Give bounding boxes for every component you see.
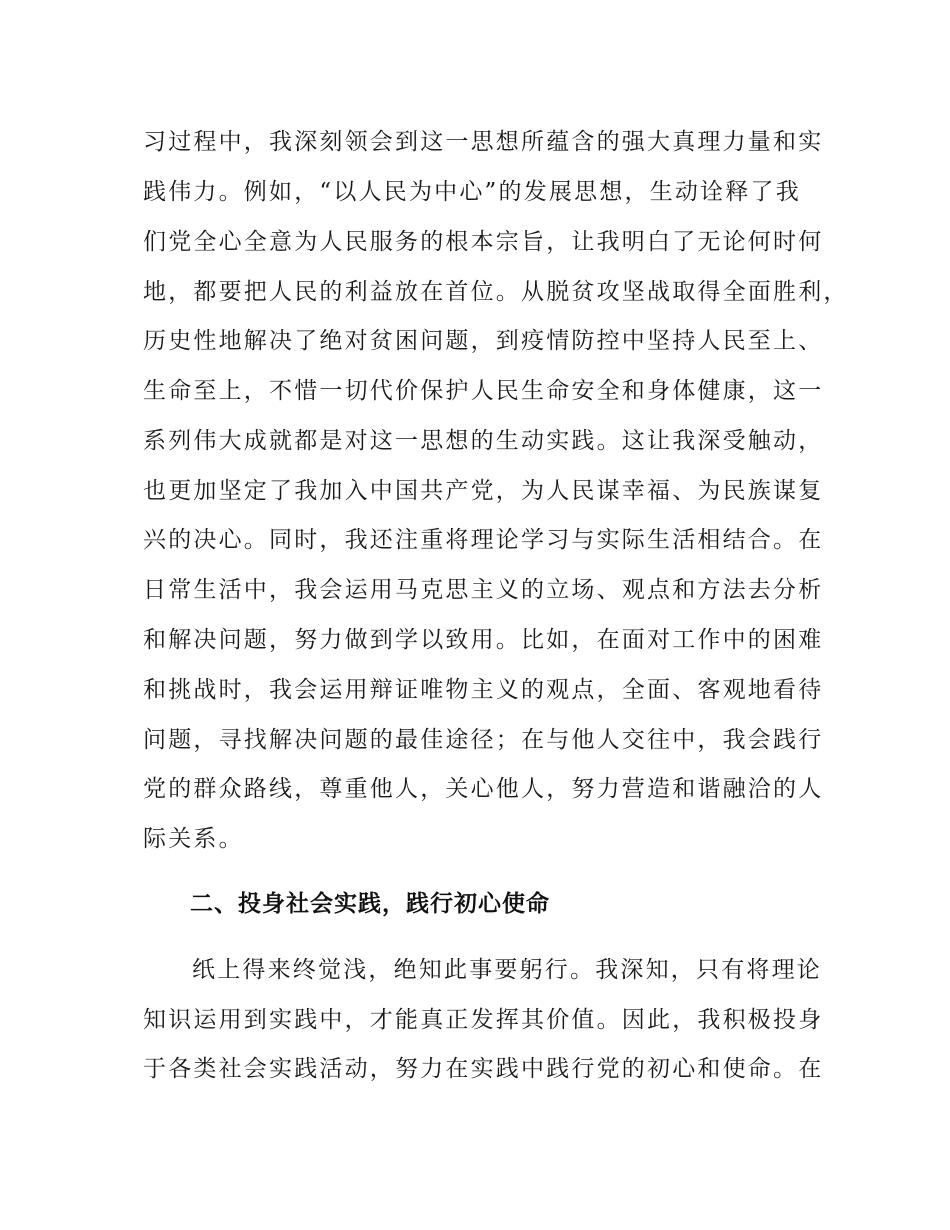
paragraph-line: 兴的决心。同时，我还注重将理论学习与实际生活相结合。在	[143, 527, 824, 553]
paragraph-line: 纸上得来终觉浅，绝知此事要躬行。我深知，只有将理论	[192, 957, 822, 983]
paragraph-line: 际关系。	[143, 826, 244, 852]
paragraph-line: 践伟力。例如，“以人民为中心”的发展思想，生动诠释了我	[143, 179, 801, 205]
paragraph-line: 问题，寻找解决问题的最佳途径；在与他人交往中，我会践行	[143, 727, 824, 753]
paragraph-line: 于各类社会实践活动，努力在实践中践行党的初心和使命。在	[143, 1056, 824, 1082]
paragraph-line: 日常生活中，我会运用马克思主义的立场、观点和方法去分析	[143, 577, 824, 603]
paragraph-line: 和挑战时，我会运用辩证唯物主义的观点，全面、客观地看待	[143, 677, 824, 703]
paragraph-line: 习过程中，我深刻领会到这一思想所蕴含的强大真理力量和实	[143, 129, 824, 155]
paragraph-line: 系列伟大成就都是对这一思想的生动实践。这让我深受触动，	[143, 428, 824, 454]
paragraph-line: 地，都要把人民的利益放在首位。从脱贫攻坚战取得全面胜利，	[143, 279, 849, 305]
section-heading: 二、投身社会实践，践行初心使命	[190, 891, 550, 917]
paragraph-line: 生命至上，不惜一切代价保护人民生命安全和身体健康，这一	[143, 378, 824, 404]
paragraph-line: 党的群众路线，尊重他人，关心他人，努力营造和谐融洽的人	[143, 776, 824, 802]
paragraph-line: 历史性地解决了绝对贫困问题，到疫情防控中坚持人民至上、	[143, 328, 824, 354]
paragraph-line: 和解决问题，努力做到学以致用。比如，在面对工作中的困难	[143, 627, 824, 653]
paragraph-line: 们党全心全意为人民服务的根本宗旨，让我明白了无论何时何	[143, 229, 824, 255]
paragraph-line: 知识运用到实践中，才能真正发挥其价值。因此，我积极投身	[143, 1007, 824, 1033]
paragraph-line: 也更加坚定了我加入中国共产党，为人民谋幸福、为民族谋复	[143, 478, 824, 504]
